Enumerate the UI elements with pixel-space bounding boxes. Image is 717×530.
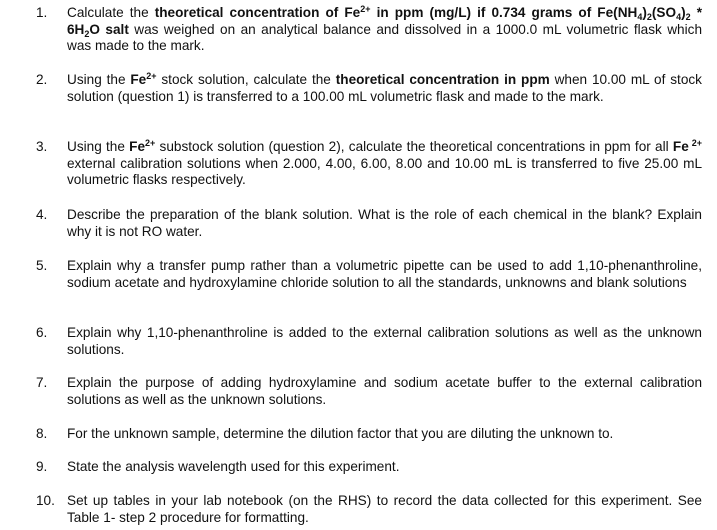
bold-text: Fe: [672, 139, 689, 154]
question-number: 8.: [36, 426, 48, 441]
text-run: Using the: [67, 72, 131, 87]
text-run: stock solution, calculate the: [156, 72, 336, 87]
superscript-text: 2+: [146, 71, 157, 81]
question-text: [67, 207, 702, 240]
text-run: Explain why 1,10-phenanthroline is added to the external calibration solutions as well as the unknown solutions.: [67, 325, 702, 357]
text-run: For the unknown sample, determine the dilution factor that you are diluting the unknown to.: [67, 426, 614, 441]
text-run: Describe the preparation of the blank solution. What is the role of each chemical in the blank? Explain why it is not RO water.: [67, 207, 702, 239]
text-run: Set up tables in your lab notebook (on the RHS) to record the data collected for this experiment. See Table 1- step 2 procedure for formatting.: [67, 493, 702, 525]
subscript-text: 2: [685, 12, 691, 22]
question-item-2: [36, 72, 702, 105]
question-text: [67, 493, 702, 526]
subscript-text: 4: [676, 12, 682, 22]
question-item-7: [36, 375, 702, 408]
question-item-1: [36, 5, 702, 55]
text-run: Explain the purpose of adding hydroxylamine and sodium acetate buffer to the external calibration solutions as well as the unknown solutions.: [67, 375, 702, 407]
question-item-9: [36, 459, 702, 476]
subscript-text: 2: [84, 28, 90, 39]
bold-text: in ppm (mg/L) if 0.734 grams of Fe(NH: [370, 5, 638, 20]
superscript-text: 2+: [688, 138, 702, 148]
bold-text: O salt: [89, 21, 129, 37]
text-run: State the analysis wavelength used for this experiment.: [67, 459, 400, 474]
question-text: [67, 5, 702, 55]
bold-text: ): [681, 5, 686, 20]
bold-text: Fe: [129, 139, 146, 154]
question-number: 4.: [36, 207, 48, 222]
text-run: Explain why a transfer pump rather than a volumetric pipette can be used to add 1,10-phenanthroline, sodium acetate and hydroxylamine chloride solution to all the standards, unknowns and blank solutions: [67, 258, 702, 290]
question-item-4: [36, 207, 702, 240]
text-run: when 10.00 mL of stock solution (question 1) is transferred to a 100.00 mL volumetric flask and made to the mark.: [67, 72, 702, 104]
bold-text: * 6H: [67, 5, 702, 37]
question-number: 6.: [36, 325, 48, 340]
text-run: Using the: [67, 139, 130, 154]
question-number: 1.: [36, 5, 48, 20]
text-run: was weighed on an analytical balance and dissolved in a 1000.0 mL volumetric flask which was made to the mark.: [67, 21, 702, 53]
superscript-text: 2+: [360, 4, 371, 14]
question-number: 9.: [36, 459, 48, 474]
bold-text: theoretical concentration of Fe: [154, 5, 361, 20]
question-text: [67, 72, 702, 105]
text-run: substock solution (question 2), calculate the theoretical concentrations in ppm for all: [155, 139, 673, 154]
question-text: [67, 258, 702, 291]
question-text: [67, 139, 702, 189]
subscript-text: 2: [646, 12, 652, 22]
question-item-5: [36, 258, 702, 291]
text-run: external calibration solutions when 2.000, 4.00, 6.00, 8.00 and 10.00 mL is transferred to five 25.00 mL volumetric flasks respectively.: [67, 155, 702, 187]
question-number: 5.: [36, 258, 48, 273]
question-item-10: [36, 493, 702, 526]
question-number: 3.: [36, 139, 48, 154]
question-text: [67, 375, 702, 408]
bold-text: theoretical concentration in ppm: [335, 72, 550, 87]
question-number: 7.: [36, 375, 48, 390]
bold-text: (SO: [651, 5, 677, 20]
bold-text: ): [642, 5, 647, 20]
subscript-text: 4: [637, 12, 643, 22]
text-run: Calculate the: [67, 5, 155, 20]
question-text: [67, 426, 702, 443]
bold-text: Fe: [130, 72, 147, 87]
superscript-text: 2+: [145, 138, 156, 148]
question-item-6: [36, 325, 702, 358]
question-text: [67, 325, 702, 358]
question-item-8: [36, 426, 702, 443]
question-number: 10.: [36, 493, 55, 508]
question-item-3: [36, 139, 702, 189]
question-number: 2.: [36, 72, 48, 87]
question-text: [67, 459, 702, 476]
